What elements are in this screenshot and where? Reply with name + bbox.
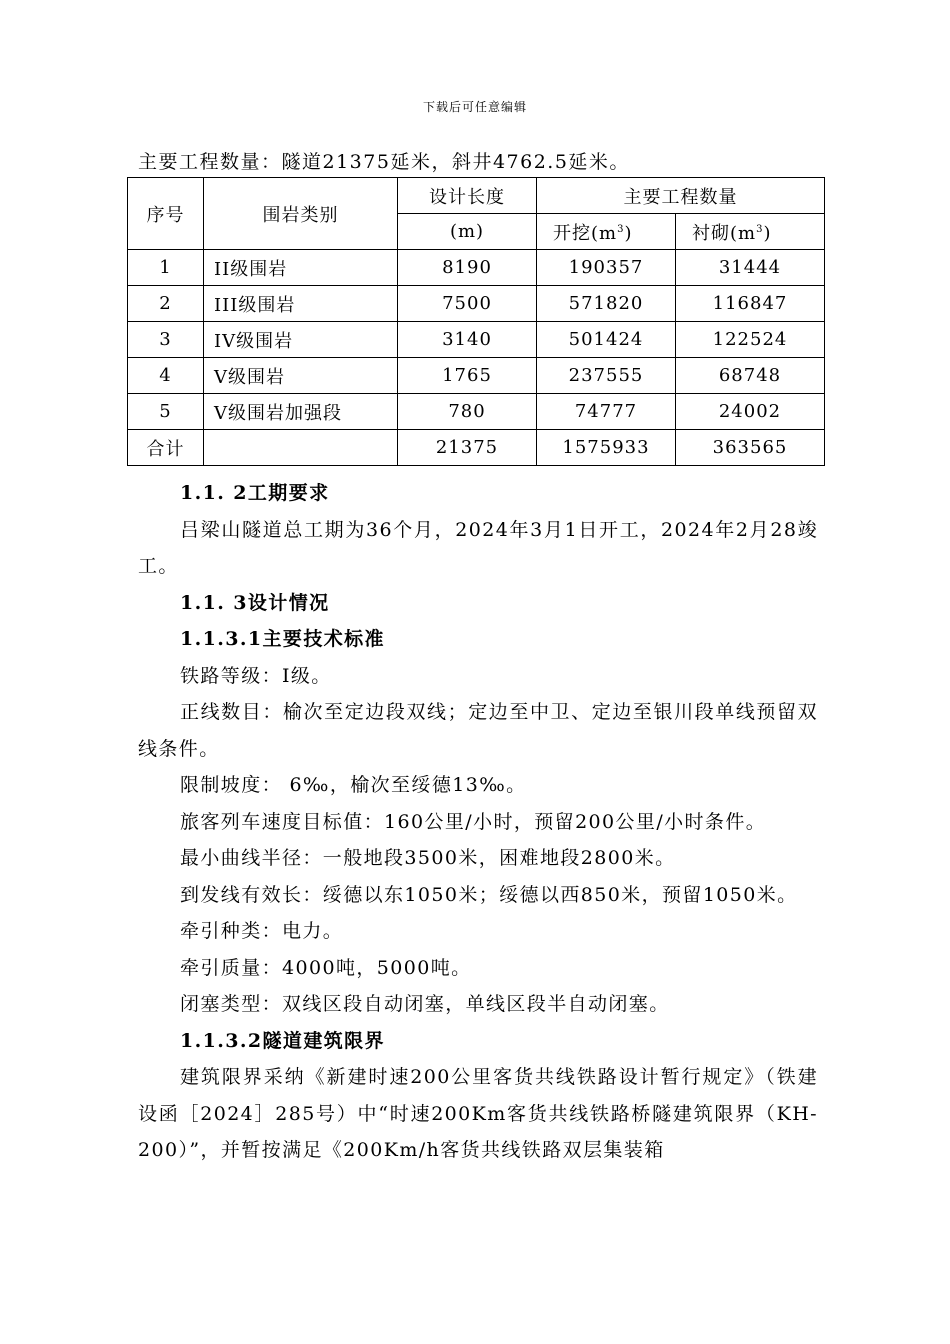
cell-seq: 2 <box>128 286 204 322</box>
cell-excavation: 74777 <box>537 394 676 430</box>
paragraph-radius: 最小曲线半径：一般地段3500米，困难地段2800米。 <box>180 847 676 869</box>
cell-total-rock <box>204 430 398 466</box>
cell-lining: 24002 <box>676 394 825 430</box>
heading-clearance: 1.1.3.2隧道建筑限界 <box>180 1029 385 1052</box>
cell-excavation: 571820 <box>537 286 676 322</box>
heading-schedule: 1.1. 2工期要求 <box>180 482 330 504</box>
cell-lining: 68748 <box>676 358 825 394</box>
table-header-row <box>128 178 825 214</box>
cell-seq: 3 <box>128 322 204 358</box>
header-excavation: 开挖$(m^3)$ <box>537 214 676 250</box>
heading-design: 1.1. 3设计情况 <box>180 591 330 614</box>
paragraph-schedule: 吕梁山隧道总工期为36个月，2024年3月1日开工，2024年2月28竣工。 <box>138 518 818 577</box>
cell-lining: 31444 <box>676 250 825 286</box>
paragraph-block: 闭塞类型：双线区段自动闭塞，单线区段半自动闭塞。 <box>180 993 670 1015</box>
cell-total-lining: 363565 <box>676 430 825 466</box>
cell-seq: 4 <box>128 358 204 394</box>
page-header: 下载后可任意编辑 <box>422 100 527 114</box>
intro-line: 主要工程数量：隧道21375延米，斜井4762.5延米。 <box>138 151 630 173</box>
table-row <box>128 394 825 430</box>
cell-length: 7500 <box>398 286 537 322</box>
header-seq: 序号 <box>128 178 204 250</box>
header-design-length: 设计长度 <box>398 178 537 214</box>
paragraph-mass: 牵引质量：4000吨，5000吨。 <box>180 956 472 979</box>
header-lining: 衬砌$(m^3)$ <box>676 214 825 250</box>
paragraph-clearance: 建筑限界采纳《新建时速200公里客货共线铁路设计暂行规定》（铁建设函［2024］285号）中“时速200Km客货共线铁路桥隧建筑限界（KH-200）”，并暂按满足《200Km/h客货共线铁路双层集装箱 <box>138 1066 818 1161</box>
cell-rock: V级围岩 <box>204 358 398 394</box>
header-length-unit: (m) <box>398 214 537 250</box>
cell-seq: 5 <box>128 394 204 430</box>
cell-total-label: 合计 <box>128 430 204 466</box>
paragraph-traction: 牵引种类：电力。 <box>180 920 344 942</box>
quantity-table <box>127 177 825 466</box>
cell-excavation: 190357 <box>537 250 676 286</box>
cell-seq: 1 <box>128 250 204 286</box>
cell-rock: IV级围岩 <box>204 322 398 358</box>
cell-lining: 116847 <box>676 286 825 322</box>
table-total-row <box>128 430 825 466</box>
cell-length: 780 <box>398 394 537 430</box>
cell-length: 8190 <box>398 250 537 286</box>
cell-length: 3140 <box>398 322 537 358</box>
table-row <box>128 322 825 358</box>
table-row <box>128 250 825 286</box>
cell-rock: III级围岩 <box>204 286 398 322</box>
cell-excavation: 501424 <box>537 322 676 358</box>
cell-lining: 122524 <box>676 322 825 358</box>
header-rock-class: 围岩类别 <box>204 178 398 250</box>
paragraph-speed: 旅客列车速度目标值：160公里/小时，预留200公里/小时条件。 <box>180 810 767 833</box>
cell-rock: II级围岩 <box>204 250 398 286</box>
paragraph-slope: 限制坡度： 6‰，榆次至绥德13‰。 <box>180 774 527 796</box>
cell-total-excavation: 1575933 <box>537 430 676 466</box>
cell-excavation: 237555 <box>537 358 676 394</box>
cell-total-length: 21375 <box>398 430 537 466</box>
paragraph-grade: 铁路等级：Ⅰ级。 <box>180 664 332 687</box>
header-main-quantity: 主要工程数量 <box>537 178 825 214</box>
heading-standards: 1.1.3.1主要技术标准 <box>180 628 385 650</box>
table-row <box>128 358 825 394</box>
paragraph-arrival: 到发线有效长：绥德以东1050米；绥德以西850米，预留1050米。 <box>180 883 798 906</box>
body-text <box>138 475 818 1169</box>
cell-length: 1765 <box>398 358 537 394</box>
paragraph-lines: 正线数目：榆次至定边段双线；定边至中卫、定边至银川段单线预留双线条件。 <box>138 701 818 760</box>
table-row <box>128 286 825 322</box>
cell-rock: V级围岩加强段 <box>204 394 398 430</box>
